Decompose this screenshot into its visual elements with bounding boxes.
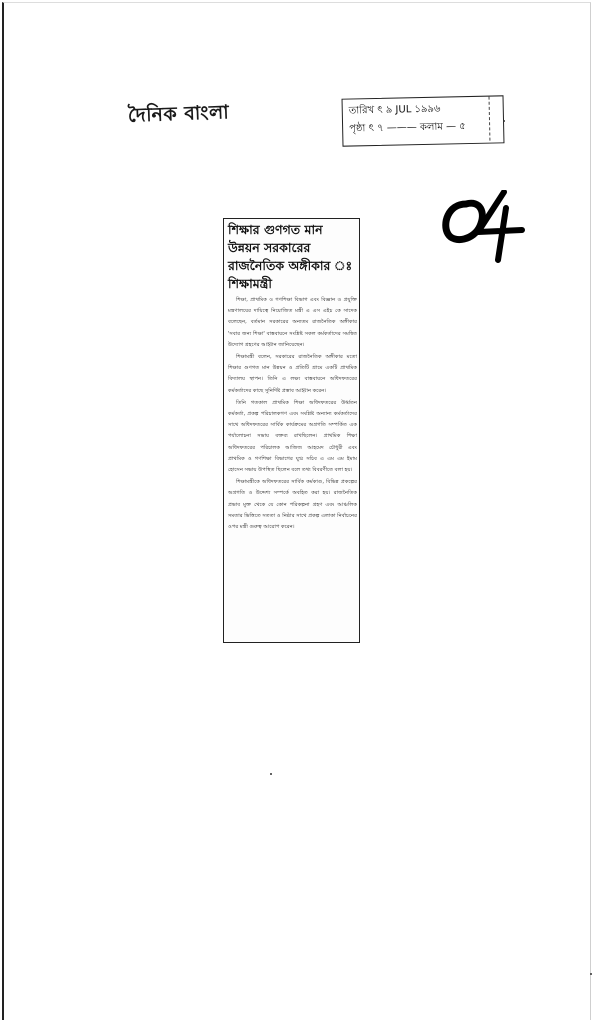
stamp-page-value: ৭ (376, 122, 384, 134)
handwritten-number (440, 190, 526, 270)
stamp-column-label: কলাম (419, 121, 443, 134)
article-paragraph: তিনি গতকাল প্রাথমিক শিক্ষা অধিদফতরের উর্ধ্বতন কর্মকর্তা, প্রকল্প পরিচালকগণ এবং সংশ্লিষ্ট অন্যান্য কর্মকর্তাদের সাথে অধিদফতরের সার্বিক কার্যক্রমের অগ্রগতি সম্পর্কিত এক পর্যালোচনা সভায় বক্তব্য রাখছিলেন। প্রাথমিক শিক্ষা অধিদফতরের পরিচালক আজিজ আহমেদ চৌধুরী এবং প্রাথমিক ও গণশিক্ষা বিভাগের যুগ্ম সচিব এ এম এম ইমাম হোসেন সভায় উপস্থিত ছিলেন বলে তথ্য বিবরণীতে বলা হয়। (228, 399, 357, 474)
stamp-date-label: তারিখ (348, 105, 375, 117)
article-headline (228, 221, 356, 293)
article-paragraph: শিক্ষা, প্রাথমিক ও গণশিক্ষা বিভাগ এবং বিজ্ঞান ও প্রযুক্তি মন্ত্রণালয়ের দায়িত্বে নিয়োজিত মন্ত্রী এ এস এইচ কে সাদেক বলেছেন, বর্তমান সরকারের অন্যতম রাজনৈতিক অঙ্গীকার 'সবার জন্য শিক্ষা' বাস্তবায়নে সংশ্লিষ্ট সকল কর্মকর্তাদের সমন্বিত উদ্যোগ গ্রহণের আহ্বান জানিয়েছেন। (228, 297, 357, 348)
stamp-column-value: ৫ (459, 121, 466, 133)
stamp-page-label: পৃষ্ঠা (349, 123, 366, 135)
newspaper-clipping (223, 218, 360, 643)
stamp-edge (489, 96, 501, 140)
scan-speck (270, 773, 272, 775)
scan-speck (590, 973, 592, 975)
headline-line: শিক্ষার গুণগত মান (228, 222, 323, 237)
date-stamp (342, 95, 505, 146)
article-paragraph: শিক্ষামন্ত্রী বলেন, সরকারের রাজনৈতিক অঙ্গীকার মতো শিক্ষার গুণগত মান উন্নয়ন ও প্রতিটি গ্রামে একটি প্রাথমিক বিদ্যালয় স্থাপন। তিনি এ লক্ষ্য বাস্তবায়নে অধিদফতরের কর্মকর্তাদের কাছে সুনির্দিষ্ট প্রস্তাব আহ্বান করেন। (228, 354, 357, 394)
headline-line: উন্নয়ন সরকারের (228, 240, 311, 255)
headline-line: রাজনৈতিক অঙ্গীকার ঃ (228, 258, 353, 273)
publication-name: দৈনিক বাংলা (127, 101, 230, 127)
article-body (228, 295, 357, 534)
headline-line: শিক্ষামন্ত্রী (228, 276, 272, 291)
stamp-date-row: তারিখ ৎ ৯ JUL ১৯৯৬ (348, 103, 441, 117)
scan-speck (503, 120, 505, 122)
stamp-page-row: পৃষ্ঠা ৎ ৭ ——— কলাম — ৫ (349, 121, 466, 135)
handwritten-number-text: 04 (440, 190, 442, 191)
article-paragraph: শিক্ষামন্ত্রীকে অধিদফতরের সার্বিক কর্মকাণ্ড, বিভিন্ন প্রকল্পের অগ্রগতি ও উদ্দেশ্য সম্পর্কে অবহিত করা হয়। রাজনৈতিক প্রভাব মুক্ত থেকে যে কোন পরিকল্পনা গ্রহণ এবং আঞ্চলিক সমতার ভিত্তিতে সততা ও নিষ্ঠার সাথে প্রকল্প এলাকা নির্বাচনের ওপর মন্ত্রী গুরুত্ব আরোপ করেন। (228, 479, 357, 531)
stamp-date-value: ৯ JUL ১৯৯৬ (385, 103, 441, 116)
